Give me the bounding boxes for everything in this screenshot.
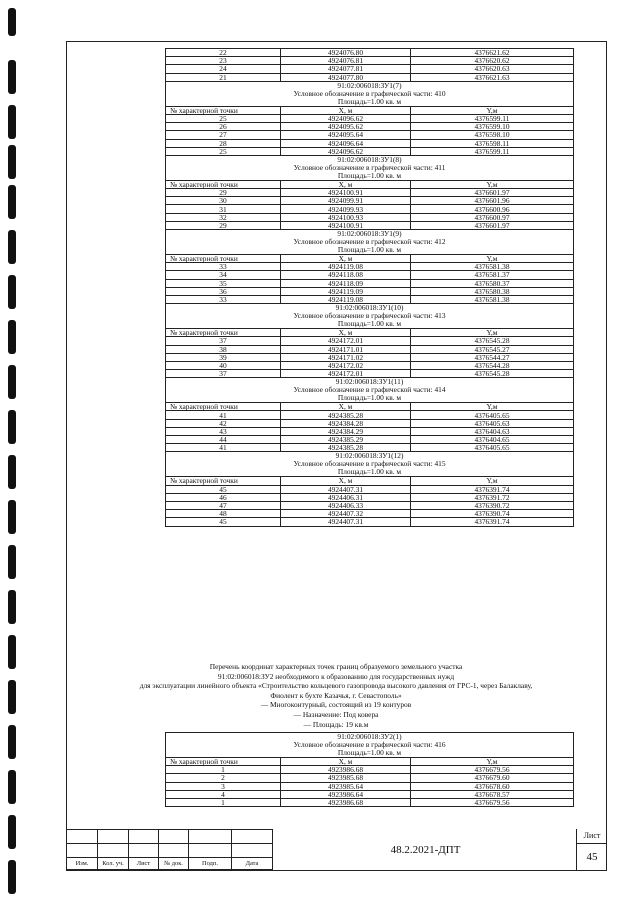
table-cell: 4376581.38 — [411, 295, 574, 303]
table-cell: 4924100.91 — [281, 189, 411, 197]
table-cell: 36 — [166, 287, 281, 295]
table-cell: 1 — [166, 798, 281, 806]
table-cell: 4924118.08 — [281, 271, 411, 279]
table-cell: 1 — [166, 766, 281, 774]
table-cell: 4924385.28 — [281, 411, 411, 419]
table-row — [166, 197, 574, 205]
table-cell: 4376391.74 — [411, 485, 574, 493]
table-cell: 26 — [166, 123, 281, 131]
binder-mark — [8, 410, 16, 444]
plot-area: Площадь=1.00 кв. м — [337, 748, 402, 757]
table-cell: 4376580.38 — [411, 287, 574, 295]
header-cell: Y,м — [411, 180, 574, 188]
table-cell: 3 — [166, 782, 281, 790]
binder-mark — [8, 60, 16, 94]
header-cell: № характерной точки — [166, 403, 281, 411]
header-row — [166, 758, 574, 766]
table-cell: 4376621.62 — [411, 49, 574, 57]
table-cell: 44 — [166, 436, 281, 444]
table-cell: 4923985.64 — [281, 782, 411, 790]
table-cell: 4376405.63 — [411, 419, 574, 427]
table-cell: 4924384.29 — [281, 427, 411, 435]
binder-mark — [8, 275, 16, 309]
table-cell: 4376390.74 — [411, 510, 574, 518]
plot-id: 91:02:006018:ЗУ1(10) — [335, 303, 404, 313]
table-cell: 34 — [166, 271, 281, 279]
table-cell: 4924096.62 — [281, 147, 411, 155]
table-cell: 33 — [166, 295, 281, 303]
table-cell: 4924384.28 — [281, 419, 411, 427]
table-cell: 25 — [166, 147, 281, 155]
table-cell: 4376545.28 — [411, 337, 574, 345]
header-cell: X, м — [281, 255, 411, 263]
table-cell: 4924096.64 — [281, 139, 411, 147]
header-cell: Y,м — [411, 329, 574, 337]
plot-area: Площадь=1.00 кв. м — [337, 467, 402, 477]
header-cell: Y,м — [411, 477, 574, 485]
table-cell: 30 — [166, 197, 281, 205]
table-cell: 47 — [166, 501, 281, 509]
table-row — [166, 518, 574, 526]
table-cell: 4376620.62 — [411, 57, 574, 65]
preamble-line-2: 91:02:006018:ЗУ2 необходимого к образованию для государственных нужд — [217, 671, 455, 681]
block-caption — [166, 155, 574, 180]
plot-area: Площадь=1.00 кв. м — [337, 96, 402, 106]
table-cell: 4376599.11 — [411, 147, 574, 155]
binder-mark — [8, 725, 16, 759]
header-cell: Y,м — [411, 758, 574, 766]
table-cell: 4923986.64 — [281, 790, 411, 798]
plot-id: 91:02:006018:ЗУ1(9) — [337, 229, 402, 238]
table-cell: 25 — [166, 114, 281, 122]
table-cell: 4376545.27 — [411, 345, 574, 353]
table-cell: 4924407.31 — [281, 485, 411, 493]
table-cell: 4376620.63 — [411, 65, 574, 73]
plot-id: 91:02:006018:ЗУ1(11) — [335, 377, 404, 387]
binder-mark — [8, 455, 16, 489]
stamp-label-sheet: Лист — [129, 858, 159, 870]
table-cell: 27 — [166, 131, 281, 139]
binder-mark — [8, 500, 16, 534]
table-cell: 37 — [166, 370, 281, 378]
table-cell: 4924407.31 — [281, 518, 411, 526]
header-cell: № характерной точки — [166, 329, 281, 337]
header-cell: X, м — [281, 180, 411, 188]
sheet-number: 45 — [586, 851, 598, 863]
binder-mark — [8, 365, 16, 399]
table-cell: 4376545.28 — [411, 370, 574, 378]
document-code: 48.2.2021-ДПТ — [272, 829, 578, 871]
plot-id: 91:02:006018:ЗУ2(1) — [337, 732, 402, 741]
table-cell: 28 — [166, 139, 281, 147]
binder-mark — [8, 145, 16, 179]
binder-mark — [8, 185, 16, 219]
table-cell: 4924171.01 — [281, 345, 411, 353]
table-row — [166, 65, 574, 73]
table-cell: 22 — [166, 49, 281, 57]
header-cell: Y,м — [411, 403, 574, 411]
table-cell: 4376678.57 — [411, 790, 574, 798]
table-cell: 41 — [166, 411, 281, 419]
table-cell: 33 — [166, 263, 281, 271]
block-caption — [166, 230, 574, 255]
header-cell: X, м — [281, 403, 411, 411]
table-cell: 4924096.62 — [281, 114, 411, 122]
table-cell: 4924077.80 — [281, 73, 411, 81]
plot-legend: Условное обозначение в графической части: 413 — [293, 311, 446, 321]
plot-legend: Условное обозначение в графической части: 414 — [293, 385, 446, 395]
table-cell: 38 — [166, 345, 281, 353]
revision-grid — [66, 829, 273, 870]
binder-mark — [8, 320, 16, 354]
header-cell: № характерной точки — [166, 477, 281, 485]
preamble-line-4: Фиолент к бухте Казачья, г. Севастополь» — [270, 690, 402, 700]
preamble-line-5: — Многоконтурный, состоящий из 19 контуров — [260, 700, 412, 710]
table-cell: 32 — [166, 213, 281, 221]
table-row — [166, 774, 574, 782]
preamble-line-3: для эксплуатации линейного объекта «Строительство кольцевого газопровода высокого давления от ГРС-1, через Балаклаву, — [139, 681, 533, 691]
table-cell: 4376598.11 — [411, 139, 574, 147]
table-cell: 4376600.96 — [411, 205, 574, 213]
binder-mark — [8, 815, 16, 849]
table-cell: 29 — [166, 189, 281, 197]
table-cell: 23 — [166, 57, 281, 65]
preamble-line-7: — Площадь: 19 кв.м — [303, 719, 369, 729]
stamp-label-doc: № док. — [159, 858, 189, 870]
table-cell: 4924095.64 — [281, 131, 411, 139]
table-cell: 4924172.02 — [281, 361, 411, 369]
table-cell: 4376544.27 — [411, 353, 574, 361]
table-cell: 4376601.97 — [411, 221, 574, 229]
sheet-label: Лист — [577, 829, 607, 844]
table-cell: 4376601.96 — [411, 197, 574, 205]
table-row — [166, 345, 574, 353]
table-cell: 24 — [166, 65, 281, 73]
header-cell: Y,м — [411, 255, 574, 263]
binder-mark — [8, 860, 16, 894]
coordinates-section — [165, 48, 574, 527]
table-cell: 39 — [166, 353, 281, 361]
table-cell: 4924406.31 — [281, 493, 411, 501]
block-caption — [166, 304, 574, 329]
table-cell: 4923986.68 — [281, 798, 411, 806]
table-row — [166, 798, 574, 806]
table-cell: 4376679.56 — [411, 766, 574, 774]
table-cell: 4924385.29 — [281, 436, 411, 444]
table-cell: 4924119.08 — [281, 295, 411, 303]
plot-legend: Условное обозначение в графической части: 410 — [293, 88, 446, 98]
preamble-line-1: Перечень координат характерных точек границ образуемого земельного участка — [209, 662, 463, 671]
plot-id: 91:02:006018:ЗУ1(8) — [337, 154, 402, 164]
table-cell: 45 — [166, 485, 281, 493]
table-row — [166, 131, 574, 139]
table-row — [166, 205, 574, 213]
table-cell: 31 — [166, 205, 281, 213]
header-cell: Y,м — [411, 106, 574, 114]
coordinates-table — [165, 48, 574, 527]
table-cell: 43 — [166, 427, 281, 435]
binder-mark — [8, 230, 16, 264]
header-row — [166, 477, 574, 485]
table-cell: 4924076.80 — [281, 49, 411, 57]
table-cell: 4376598.10 — [411, 131, 574, 139]
table-cell: 4924076.81 — [281, 57, 411, 65]
table-cell: 4924406.33 — [281, 501, 411, 509]
table-cell: 4924171.02 — [281, 353, 411, 361]
table-cell: 35 — [166, 279, 281, 287]
header-cell: X, м — [281, 758, 411, 766]
binder-mark — [8, 770, 16, 804]
table-cell: 42 — [166, 419, 281, 427]
table-cell: 4376390.72 — [411, 501, 574, 509]
table-cell: 4 — [166, 790, 281, 798]
table-cell: 4924172.01 — [281, 370, 411, 378]
preamble — [70, 662, 602, 729]
preamble-line-6: — Назначение: Под ковера — [293, 709, 379, 719]
table-cell: 4924100.93 — [281, 213, 411, 221]
table-cell: 2 — [166, 774, 281, 782]
table-row — [166, 411, 574, 419]
plot-legend: Условное обозначение в графической части: 411 — [293, 162, 446, 172]
block-caption — [166, 452, 574, 477]
plot-area: Площадь=1.00 кв. м — [337, 393, 402, 403]
binder-mark — [8, 590, 16, 624]
table-cell: 4924118.09 — [281, 279, 411, 287]
table-cell: 4376599.11 — [411, 114, 574, 122]
table-cell: 29 — [166, 221, 281, 229]
plot-area: Площадь=1.00 кв. м — [337, 245, 402, 254]
table-cell: 4924095.62 — [281, 123, 411, 131]
table-cell: 4376391.74 — [411, 518, 574, 526]
plot-area: Площадь=1.00 кв. м — [337, 319, 402, 329]
zu2-section — [165, 732, 574, 807]
binder-mark — [8, 680, 16, 714]
stamp-label-date: Дата — [232, 858, 273, 870]
header-cell: № характерной точки — [166, 106, 281, 114]
header-cell: № характерной точки — [166, 180, 281, 188]
table-cell: 48 — [166, 510, 281, 518]
table-row — [166, 337, 574, 345]
header-cell: X, м — [281, 106, 411, 114]
header-row — [166, 403, 574, 411]
zu2-coordinates-table — [165, 732, 574, 807]
table-row — [166, 139, 574, 147]
table-cell: 4376621.63 — [411, 73, 574, 81]
table-cell: 4376405.65 — [411, 444, 574, 452]
table-cell: 4924119.09 — [281, 287, 411, 295]
plot-id: 91:02:006018:ЗУ1(7) — [337, 80, 402, 90]
table-row — [166, 790, 574, 798]
table-row — [166, 271, 574, 279]
header-cell: X, м — [281, 477, 411, 485]
table-cell: 4376679.56 — [411, 798, 574, 806]
table-cell: 21 — [166, 73, 281, 81]
table-cell: 46 — [166, 493, 281, 501]
binder-holes — [0, 0, 28, 905]
header-cell: № характерной точки — [166, 255, 281, 263]
table-cell: 4376581.37 — [411, 271, 574, 279]
table-cell: 4376678.60 — [411, 782, 574, 790]
table-cell: 4924099.91 — [281, 197, 411, 205]
header-cell: X, м — [281, 329, 411, 337]
plot-legend: Условное обозначение в графической части: 412 — [293, 237, 446, 246]
header-cell: № характерной точки — [166, 758, 281, 766]
binder-mark — [8, 8, 16, 36]
table-cell: 40 — [166, 361, 281, 369]
table-cell: 41 — [166, 444, 281, 452]
table-cell: 4924172.01 — [281, 337, 411, 345]
binder-mark — [8, 635, 16, 669]
table-cell: 4376600.97 — [411, 213, 574, 221]
table-cell: 4924100.91 — [281, 221, 411, 229]
table-cell: 37 — [166, 337, 281, 345]
table-cell: 4924385.28 — [281, 444, 411, 452]
table-cell: 4376679.60 — [411, 774, 574, 782]
table-cell: 45 — [166, 518, 281, 526]
stamp-label-change: Изм. — [67, 858, 98, 870]
plot-area: Площадь=1.00 кв. м — [337, 170, 402, 180]
table-cell: 4924119.08 — [281, 263, 411, 271]
table-cell: 4376601.97 — [411, 189, 574, 197]
block-caption — [166, 733, 574, 758]
binder-mark — [8, 105, 16, 139]
table-cell: 4923986.68 — [281, 766, 411, 774]
binder-mark — [8, 545, 16, 579]
table-cell: 4376580.37 — [411, 279, 574, 287]
table-cell: 4376581.38 — [411, 263, 574, 271]
block-caption — [166, 378, 574, 403]
table-cell: 4376544.28 — [411, 361, 574, 369]
table-cell: 4923985.68 — [281, 774, 411, 782]
stamp-label-count: Кол. уч. — [98, 858, 129, 870]
plot-legend: Условное обозначение в графической части: 415 — [293, 459, 446, 469]
plot-id: 91:02:006018:ЗУ1(12) — [335, 451, 404, 461]
table-row — [166, 782, 574, 790]
table-cell: 4376391.72 — [411, 493, 574, 501]
table-cell: 4376599.10 — [411, 123, 574, 131]
block-caption — [166, 81, 574, 106]
table-cell: 4376405.65 — [411, 411, 574, 419]
table-cell: 4376404.63 — [411, 427, 574, 435]
table-cell: 4924407.32 — [281, 510, 411, 518]
table-cell: 4376404.65 — [411, 436, 574, 444]
sheet-box — [576, 829, 607, 871]
plot-legend: Условное обозначение в графической части: 416 — [293, 740, 446, 749]
table-cell: 4924077.81 — [281, 65, 411, 73]
title-block — [66, 829, 607, 871]
table-row — [166, 766, 574, 774]
table-cell: 4924099.93 — [281, 205, 411, 213]
stamp-label-signature: Подп. — [189, 858, 232, 870]
